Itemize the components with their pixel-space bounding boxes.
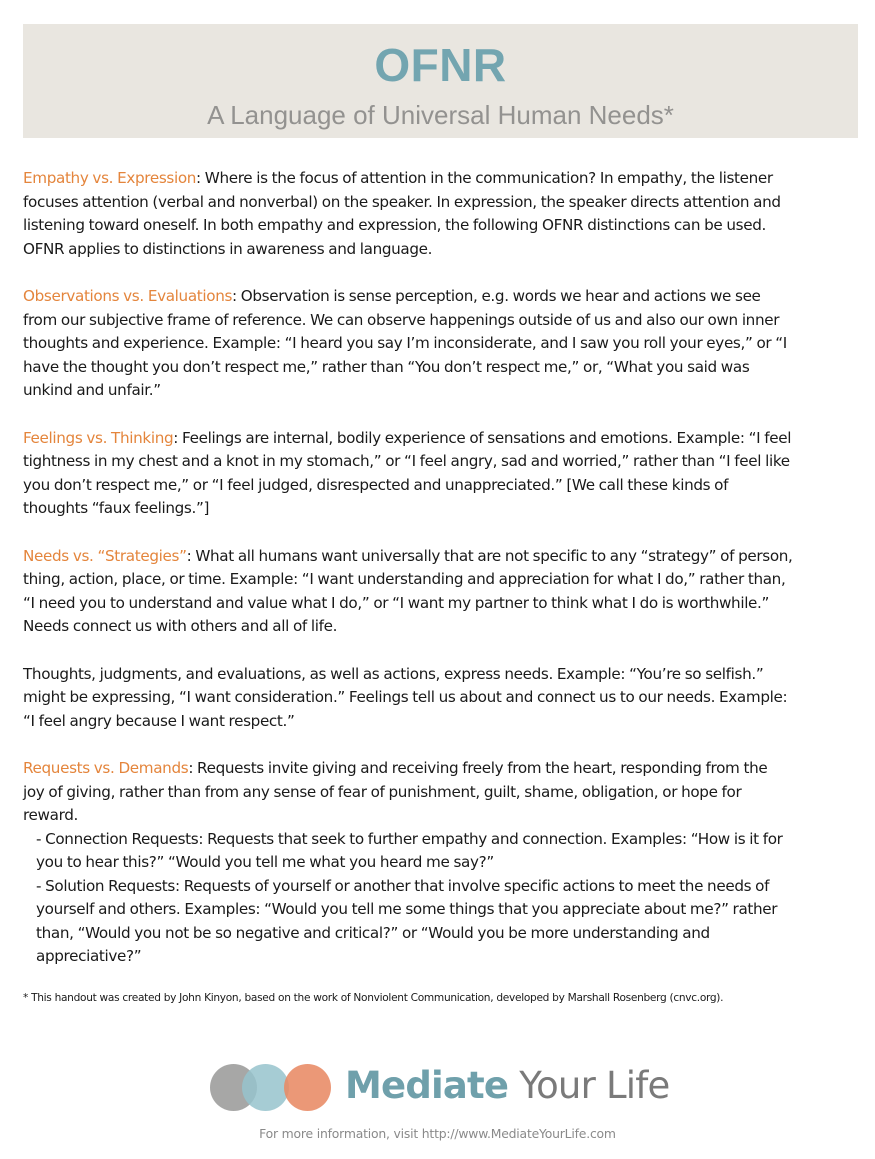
section-text: : Where is the focus of attention in the communication? In empathy, the listener bbox=[196, 169, 773, 187]
section-line: unkind and unfair.” bbox=[23, 381, 161, 399]
section-line: you don’t respect me,” or “I feel judged, disrespected and unappreciated.” [We call these kinds of bbox=[23, 475, 729, 494]
section-line: than, “Would you not be so negative and critical?” or “Would you be more understanding and bbox=[36, 923, 710, 942]
section-empathy-expression bbox=[23, 167, 863, 261]
section-observations-evaluations bbox=[23, 285, 863, 403]
section-line: have the thought you don’t respect me,” rather than “You don’t respect me,” or, “What you said was bbox=[23, 357, 750, 376]
logo-brand-bold: Mediate bbox=[345, 1064, 509, 1107]
section-line bbox=[23, 167, 863, 191]
header-banner bbox=[23, 24, 858, 138]
document-body bbox=[23, 167, 863, 993]
section-line bbox=[23, 545, 863, 569]
section-text: : What all humans want universally that are not specific to any “strategy” of person, bbox=[186, 546, 793, 565]
section-heading: Empathy vs. Expression bbox=[23, 169, 197, 187]
section-line bbox=[23, 757, 863, 781]
section-line: - Connection Requests: Requests that seek to further empathy and connection. Examples: “How is it for bbox=[36, 829, 783, 848]
section-heading: Requests vs. Demands bbox=[23, 759, 189, 777]
logo-circle-blue-icon bbox=[242, 1064, 289, 1111]
section-heading: Feelings vs. Thinking bbox=[23, 428, 174, 447]
solution-requests-item bbox=[23, 875, 863, 969]
page-title: OFNR bbox=[374, 39, 507, 91]
website-info: For more information, visit http://www.MediateYourLife.com bbox=[259, 1126, 616, 1141]
connection-requests-item bbox=[23, 828, 863, 875]
section-line: - Solution Requests: Requests of yourself or another that involve specific actions to meet the needs of bbox=[36, 876, 770, 895]
section-thoughts-needs bbox=[23, 663, 863, 734]
logo-wordmark bbox=[345, 1061, 669, 1111]
section-line: reward. bbox=[23, 806, 78, 824]
section-line: “I need you to understand and value what I do,” or “I want my partner to think what I do is worthwhile.” bbox=[23, 593, 770, 612]
section-heading: Observations vs. Evaluations bbox=[23, 287, 233, 305]
section-text: : Observation is sense perception, e.g. words we hear and actions we see bbox=[232, 287, 761, 305]
section-line: Thoughts, judgments, and evaluations, as well as actions, express needs. Example: “You’re so selfish.” bbox=[23, 664, 764, 683]
section-line: thing, action, place, or time. Example: “I want understanding and appreciation for what I do,” rather than, bbox=[23, 570, 786, 588]
section-text: : Requests invite giving and receiving freely from the heart, responding from the bbox=[188, 759, 768, 777]
section-text: : Feelings are internal, bodily experience of sensations and emotions. Example: “I feel bbox=[173, 428, 792, 447]
section-line: “I feel angry because I want respect.” bbox=[23, 711, 295, 730]
section-requests-demands bbox=[23, 757, 863, 969]
mediate-your-life-logo bbox=[208, 1061, 678, 1115]
section-line bbox=[23, 285, 863, 309]
footnote: * This handout was created by John Kinyon, based on the work of Nonviolent Communication, developed by Marshall Rosenberg (cnvc.org). bbox=[23, 992, 724, 1004]
section-line: focuses attention (verbal and nonverbal) on the speaker. In expression, the speaker directs attention and bbox=[23, 192, 781, 211]
section-line: from our subjective frame of reference. We can observe happenings outside of us and also our own inner bbox=[23, 310, 780, 329]
section-line: listening toward oneself. In both empathy and expression, the following OFNR distinctions can be used. bbox=[23, 216, 766, 234]
section-line: Needs connect us with others and all of life. bbox=[23, 617, 338, 635]
section-feelings-thinking bbox=[23, 427, 863, 521]
section-line: yourself and others. Examples: “Would you tell me some things that you appreciate about me?” rather bbox=[36, 900, 778, 918]
section-line: tightness in my chest and a knot in my stomach,” or “I feel angry, sad and worried,” rather than “I feel like bbox=[23, 452, 790, 470]
section-line: thoughts “faux feelings.”] bbox=[23, 499, 210, 517]
section-line: you to hear this?” “Would you tell me what you heard me say?” bbox=[36, 853, 494, 871]
section-heading: Needs vs. “Strategies” bbox=[23, 546, 187, 565]
section-line: appreciative?” bbox=[36, 947, 142, 965]
section-line: joy of giving, rather than from any sense of fear of punishment, guilt, shame, obligation, or hope for bbox=[23, 782, 742, 801]
logo-circle-orange-icon bbox=[284, 1064, 331, 1111]
section-line: thoughts and experience. Example: “I heard you say I’m inconsiderate, and I saw you roll your eyes,” or “I bbox=[23, 334, 787, 352]
section-line: OFNR applies to distinctions in awareness and language. bbox=[23, 239, 433, 258]
logo-brand-light: Your Life bbox=[508, 1064, 670, 1107]
section-needs-strategies bbox=[23, 545, 863, 639]
page-subtitle: A Language of Universal Human Needs* bbox=[207, 100, 674, 130]
section-line bbox=[23, 427, 863, 451]
section-line: might be expressing, “I want consideration.” Feelings tell us about and connect us to our needs. Example: bbox=[23, 688, 788, 706]
